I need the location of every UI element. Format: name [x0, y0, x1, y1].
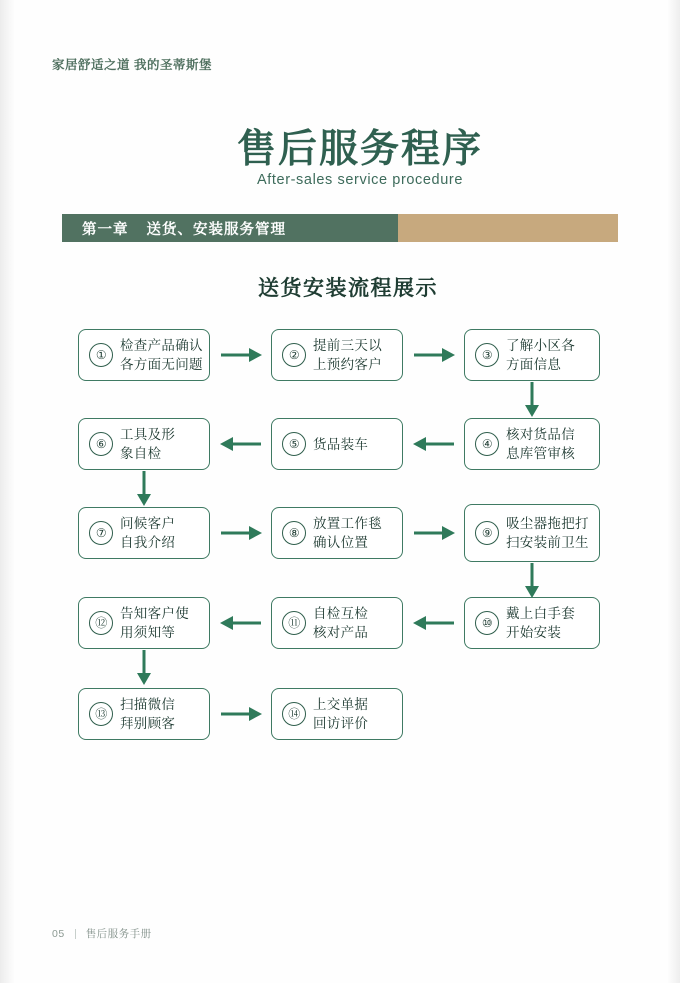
- flow-node-5: [271, 418, 403, 470]
- flow-node-7-label: 问候客户 自我介绍: [120, 516, 176, 550]
- flow-node-3-label: 了解小区各 方面信息: [506, 338, 575, 372]
- flow-node-12-label: 告知客户使 用须知等: [120, 606, 189, 640]
- flow-node-1: [78, 329, 210, 381]
- arrow-3-to-4: [522, 382, 542, 418]
- flow-node-3: [464, 329, 600, 381]
- flow-node-7-number: ⑦: [89, 521, 113, 545]
- flow-node-9-number: ⑨: [475, 521, 499, 545]
- flow-node-9-label: 吸尘器拖把打 扫安装前卫生: [506, 516, 589, 550]
- flow-node-5-number: ⑤: [282, 432, 306, 456]
- flow-node-14-label: 上交单据 回访评价: [313, 697, 369, 731]
- page-subtitle: After-sales service procedure: [257, 172, 463, 188]
- flow-node-3-number: ③: [475, 343, 499, 367]
- page-footer: [52, 926, 152, 941]
- flow-node-4-number: ④: [475, 432, 499, 456]
- flow-node-14-number: ⑭: [282, 702, 306, 726]
- flow-node-6-number: ⑥: [89, 432, 113, 456]
- flow-node-2-number: ②: [282, 343, 306, 367]
- arrow-6-to-7: [134, 471, 154, 507]
- section-title: 送货安装流程展示: [258, 277, 438, 300]
- flow-node-10-number: ⑩: [475, 611, 499, 635]
- flow-node-8: [271, 507, 403, 559]
- flow-node-10-label: 戴上白手套 开始安装: [506, 606, 575, 640]
- page-number: 05: [52, 927, 65, 940]
- arrow-13-to-14: [219, 704, 263, 724]
- arrow-7-to-8: [219, 523, 263, 543]
- arrow-11-to-12: [219, 613, 263, 633]
- flow-node-4-label: 核对货品信 息库管审核: [506, 427, 575, 461]
- flow-node-13-label: 扫描微信 拜别顾客: [120, 697, 176, 731]
- flow-node-1-number: ①: [89, 343, 113, 367]
- flow-node-13: [78, 688, 210, 740]
- arrow-2-to-3: [412, 345, 456, 365]
- flow-node-12: [78, 597, 210, 649]
- flow-node-4: [464, 418, 600, 470]
- brand-line: 家居舒适之道 我的圣蒂斯堡: [52, 58, 212, 72]
- chapter-name: 送货、安装服务管理: [146, 221, 286, 238]
- flow-node-9: [464, 504, 600, 562]
- flow-node-6: [78, 418, 210, 470]
- flow-node-1-label: 检查产品确认 各方面无问题: [120, 338, 203, 372]
- arrow-1-to-2: [219, 345, 263, 365]
- flow-node-2: [271, 329, 403, 381]
- flow-node-8-number: ⑧: [282, 521, 306, 545]
- flow-node-11-label: 自检互检 核对产品: [313, 606, 369, 640]
- arrow-12-to-13: [134, 650, 154, 686]
- arrow-4-to-5: [412, 434, 456, 454]
- flow-node-11: [271, 597, 403, 649]
- flow-node-10: [464, 597, 600, 649]
- arrow-10-to-11: [412, 613, 456, 633]
- flow-node-11-number: ⑪: [282, 611, 306, 635]
- arrow-8-to-9: [412, 523, 456, 543]
- flow-node-2-label: 提前三天以 上预约客户: [313, 338, 382, 372]
- arrow-9-to-10: [522, 563, 542, 599]
- page-title: 售后服务程序: [236, 128, 483, 171]
- flow-node-14: [271, 688, 403, 740]
- flow-node-12-number: ⑫: [89, 611, 113, 635]
- flow-node-13-number: ⑬: [89, 702, 113, 726]
- flow-node-8-label: 放置工作毯 确认位置: [313, 516, 382, 550]
- footer-label: 售后服务手册: [85, 928, 152, 940]
- flow-node-5-label: 货品装车: [313, 436, 369, 452]
- chapter-number: 第一章: [82, 221, 129, 238]
- footer-divider: [75, 929, 76, 939]
- arrow-5-to-6: [219, 434, 263, 454]
- flow-node-7: [78, 507, 210, 559]
- flow-node-6-label: 工具及形 象自检: [120, 427, 176, 461]
